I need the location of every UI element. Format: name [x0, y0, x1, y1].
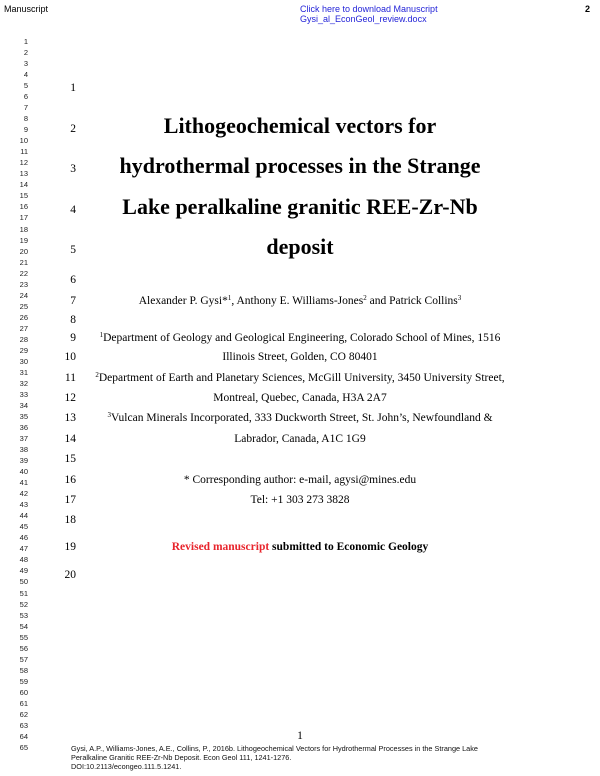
affiliation-marker: 3 [107, 411, 111, 419]
margin-number: 10 [19, 136, 28, 146]
line-number: 8 [70, 314, 76, 326]
line-number: 1 [70, 82, 76, 94]
margin-number: 33 [19, 389, 28, 399]
margin-number: 47 [19, 544, 28, 554]
margin-number: 49 [19, 566, 28, 576]
affiliation-2 [90, 371, 510, 385]
margin-number: 55 [19, 632, 28, 642]
margin-number: 27 [19, 323, 28, 333]
margin-number: 51 [19, 588, 28, 598]
line-number: 4 [70, 204, 76, 216]
margin-number: 53 [19, 610, 28, 620]
line-number: 12 [64, 392, 76, 404]
margin-number: 31 [19, 367, 28, 377]
margin-number: 41 [19, 478, 28, 488]
line-number: 9 [70, 332, 76, 344]
affiliation-1 [90, 331, 510, 345]
margin-number: 57 [19, 654, 28, 664]
affiliation-3 [90, 411, 510, 425]
margin-number: 43 [19, 500, 28, 510]
margin-number: 36 [19, 423, 28, 433]
author-list [90, 294, 510, 308]
paper-title-line: Lake peralkaline granitic REE-Zr-Nb [122, 194, 478, 219]
author-name: Alexander P. Gysi* [138, 295, 228, 307]
margin-number: 48 [19, 555, 28, 565]
affiliation-text: Vulcan Minerals Incorporated, 333 Duckworth Street, St. John’s, Newfoundland & [110, 412, 493, 424]
line-number: 19 [64, 541, 76, 553]
margin-number: 26 [19, 312, 28, 322]
submitted-to-journal: submitted to Economic Geology [269, 541, 429, 553]
citation-line: DOI:10.2113/econgeo.111.5.1241. [71, 762, 182, 771]
margin-number: 40 [19, 467, 28, 477]
citation-footer [71, 744, 561, 771]
line-number: 20 [64, 569, 76, 581]
line-number: 16 [64, 474, 76, 486]
affiliation-3-cont: Labrador, Canada, A1C 1G9 [234, 433, 366, 445]
author-name: , Anthony E. Williams-Jones [231, 295, 364, 307]
line-number: 18 [64, 514, 76, 526]
citation-line: Peralkaline Granitic REE-Zr-Nb Deposit. Econ Geol 111, 1241-1276. [71, 753, 292, 762]
margin-number: 19 [19, 235, 28, 245]
download-manuscript-link[interactable] [300, 4, 480, 24]
corresponding-author-email: * Corresponding author: e-mail, agysi@mines.edu [183, 474, 417, 486]
margin-number: 11 [20, 147, 28, 157]
margin-number: 4 [23, 70, 28, 80]
margin-number: 8 [23, 114, 28, 124]
manuscript-label: Manuscript [4, 4, 49, 14]
margin-number: 20 [19, 246, 28, 256]
line-number: 3 [70, 163, 76, 175]
margin-number: 39 [19, 456, 28, 466]
page-corner-icon: 2 [585, 4, 591, 14]
margin-number: 35 [19, 412, 28, 422]
margin-number: 37 [19, 434, 28, 444]
margin-number: 21 [19, 257, 28, 267]
margin-number: 24 [19, 290, 28, 300]
margin-number: 14 [19, 180, 28, 190]
margin-number: 1 [23, 37, 28, 46]
margin-number: 23 [19, 279, 28, 289]
margin-number: 59 [19, 676, 28, 686]
margin-number: 56 [19, 643, 28, 653]
margin-number: 18 [19, 224, 28, 234]
download-link-line1[interactable]: Click here to download Manuscript [300, 4, 438, 14]
page-number: 1 [297, 730, 303, 742]
affiliation-2-cont: Montreal, Quebec, Canada, H3A 2A7 [213, 392, 387, 404]
margin-number: 54 [19, 621, 28, 631]
margin-number: 29 [19, 345, 28, 355]
affiliation-marker: 1 [227, 294, 232, 302]
margin-number: 12 [19, 158, 28, 168]
affiliation-marker: 3 [457, 294, 462, 302]
affiliation-marker: 2 [363, 294, 367, 302]
margin-number: 28 [19, 334, 28, 344]
margin-number: 45 [19, 522, 28, 532]
margin-number: 46 [19, 533, 28, 543]
line-number: 17 [64, 494, 76, 506]
paper-title-line: deposit [266, 234, 334, 259]
line-number: 15 [64, 453, 76, 465]
citation-line: Gysi, A.P., Williams-Jones, A.E., Collins, P., 2016b. Lithogeochemical Vectors for Hydrothermal Processes in the Strange Lake [71, 744, 478, 753]
affiliation-text: Department of Earth and Planetary Sciences, McGill University, 3450 University Street, [98, 372, 505, 384]
margin-number: 52 [19, 599, 28, 609]
margin-number: 5 [23, 81, 28, 91]
margin-number: 3 [23, 59, 28, 69]
margin-number: 63 [19, 720, 28, 730]
margin-number: 16 [19, 202, 28, 212]
paper-title-line: hydrothermal processes in the Strange [119, 153, 481, 178]
margin-number: 64 [19, 731, 28, 741]
author-name: and Patrick Collins [366, 295, 458, 307]
affiliation-1-cont: Illinois Street, Golden, CO 80401 [222, 351, 378, 363]
line-number: 13 [64, 412, 76, 424]
affiliation-marker: 2 [95, 371, 99, 379]
download-link-filename[interactable]: Gysi_al_EconGeol_review.docx [300, 14, 427, 24]
margin-number: 58 [19, 665, 28, 675]
margin-number: 42 [19, 489, 28, 499]
margin-number: 65 [19, 742, 28, 752]
margin-number: 25 [19, 301, 28, 311]
paper-title-line: Lithogeochemical vectors for [163, 113, 437, 138]
margin-number: 7 [23, 103, 28, 113]
margin-number: 34 [19, 400, 28, 410]
margin-number: 44 [19, 511, 28, 521]
margin-number: 62 [19, 709, 28, 719]
affiliation-text: Department of Geology and Geological Engineering, Colorado School of Mines, 1516 [103, 332, 501, 344]
margin-number: 15 [19, 191, 28, 201]
margin-number: 61 [19, 698, 28, 708]
margin-number: 13 [19, 169, 28, 179]
margin-number: 6 [23, 92, 28, 102]
line-number: 14 [64, 433, 76, 445]
line-number: 2 [70, 123, 76, 135]
line-number: 6 [70, 274, 76, 286]
margin-number: 32 [19, 378, 28, 388]
margin-number: 60 [19, 687, 28, 697]
margin-number: 22 [19, 268, 28, 278]
affiliation-marker: 1 [99, 331, 104, 339]
margin-number: 9 [23, 125, 28, 135]
submission-note [90, 540, 510, 554]
margin-number: 17 [19, 213, 28, 223]
line-number: 11 [64, 372, 76, 384]
margin-number: 30 [19, 356, 28, 366]
margin-number: 2 [23, 48, 28, 58]
margin-number: 38 [19, 445, 28, 455]
line-number: 10 [64, 351, 76, 363]
line-number: 5 [70, 244, 76, 256]
margin-number: 50 [19, 577, 28, 587]
revised-manuscript-label: Revised manuscript [171, 541, 270, 553]
corresponding-author-tel: Tel: +1 303 273 3828 [250, 494, 350, 506]
line-number: 7 [70, 295, 76, 307]
